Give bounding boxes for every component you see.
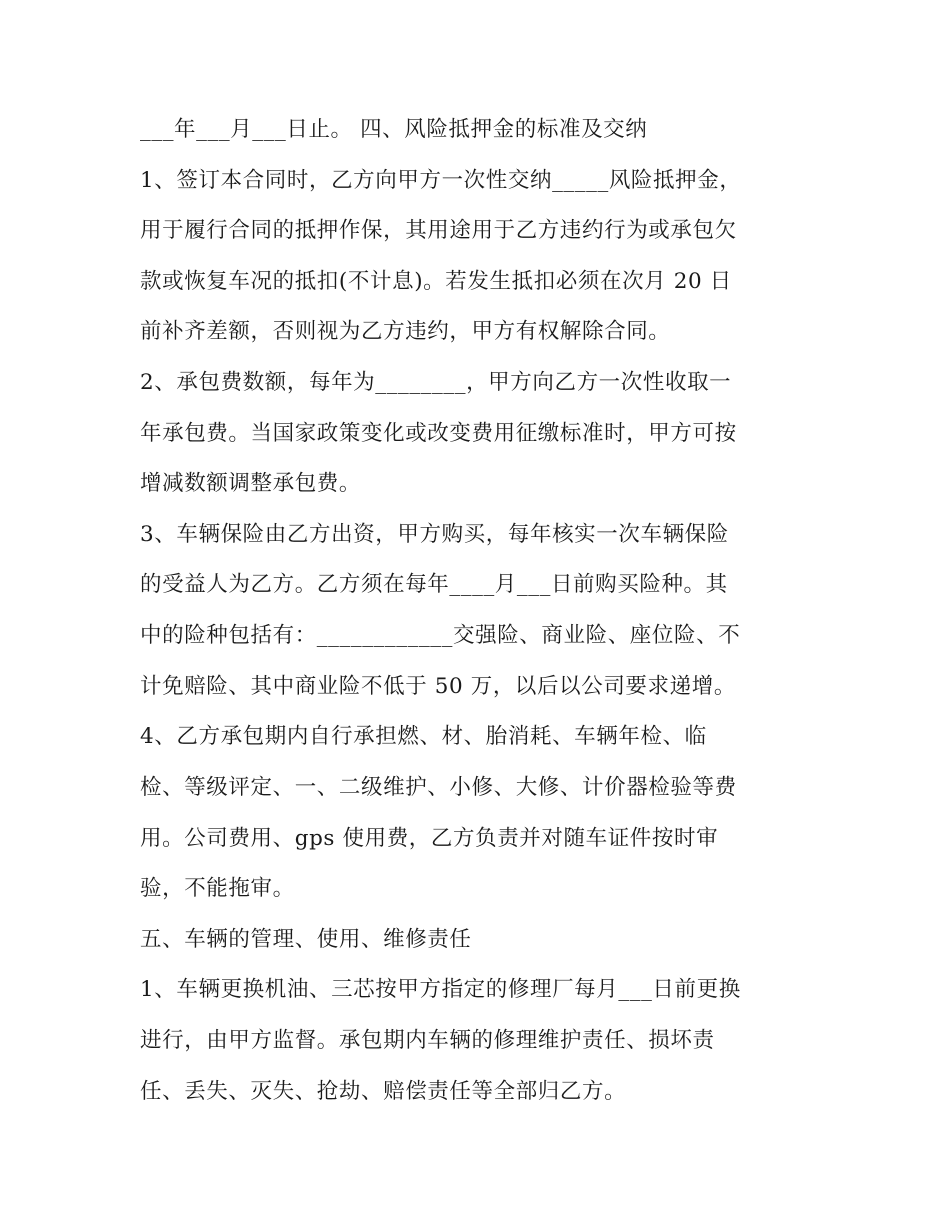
text-line: 验，不能拖审。 (140, 876, 295, 901)
text-line: 增减数额调整承包费。 (140, 471, 362, 496)
section-heading: 五、车辆的管理、使用、维修责任 (140, 927, 472, 952)
text-line: 任、丢失、灭失、抢劫、赔偿责任等全部归乙方。 (140, 1079, 627, 1104)
text-line: 用。公司费用、gps 使用费，乙方负责并对随车证件按时审 (140, 826, 719, 851)
text-line: 1、签订本合同时，乙方向甲方一次性交纳_____风险抵押金， (140, 168, 742, 193)
text-line: 3、车辆保险由乙方出资，甲方购买，每年核实一次车辆保险 (140, 522, 729, 547)
text-line: 年承包费。当国家政策变化或改变费用征缴标准时，甲方可按 (140, 421, 737, 446)
text-line: 进行，由甲方监督。承包期内车辆的修理维护责任、损坏责 (140, 1028, 715, 1053)
text-line: 计免赔险、其中商业险不低于 50 万，以后以公司要求递增。 (140, 674, 736, 699)
text-line: 1、车辆更换机油、三芯按甲方指定的修理厂每月___日前更换 (140, 977, 741, 1002)
text-line: 4、乙方承包期内自行承担燃、材、胎消耗、车辆年检、临 (140, 724, 707, 749)
text-line: 款或恢复车况的抵扣(不计息)。若发生抵扣必须在次月 20 日 (140, 269, 732, 294)
text-line: 检、等级评定、一、二级维护、小修、大修、计价器检验等费 (140, 775, 737, 800)
text-line: 2、承包费数额，每年为________，甲方向乙方一次性收取一 (140, 370, 732, 395)
text-line: 中的险种包括有：____________交强险、商业险、座位险、不 (140, 623, 741, 648)
text-line: 的受益人为乙方。乙方须在每年____月___日前购买险种。其 (140, 572, 728, 597)
text-line: 用于履行合同的抵押作保，其用途用于乙方违约行为或承包欠 (140, 218, 737, 243)
text-line: 前补齐差额，否则视为乙方违约，甲方有权解除合同。 (140, 319, 671, 344)
text-line: ___年___月___日止。 四、风险抵押金的标准及交纳 (140, 117, 648, 142)
